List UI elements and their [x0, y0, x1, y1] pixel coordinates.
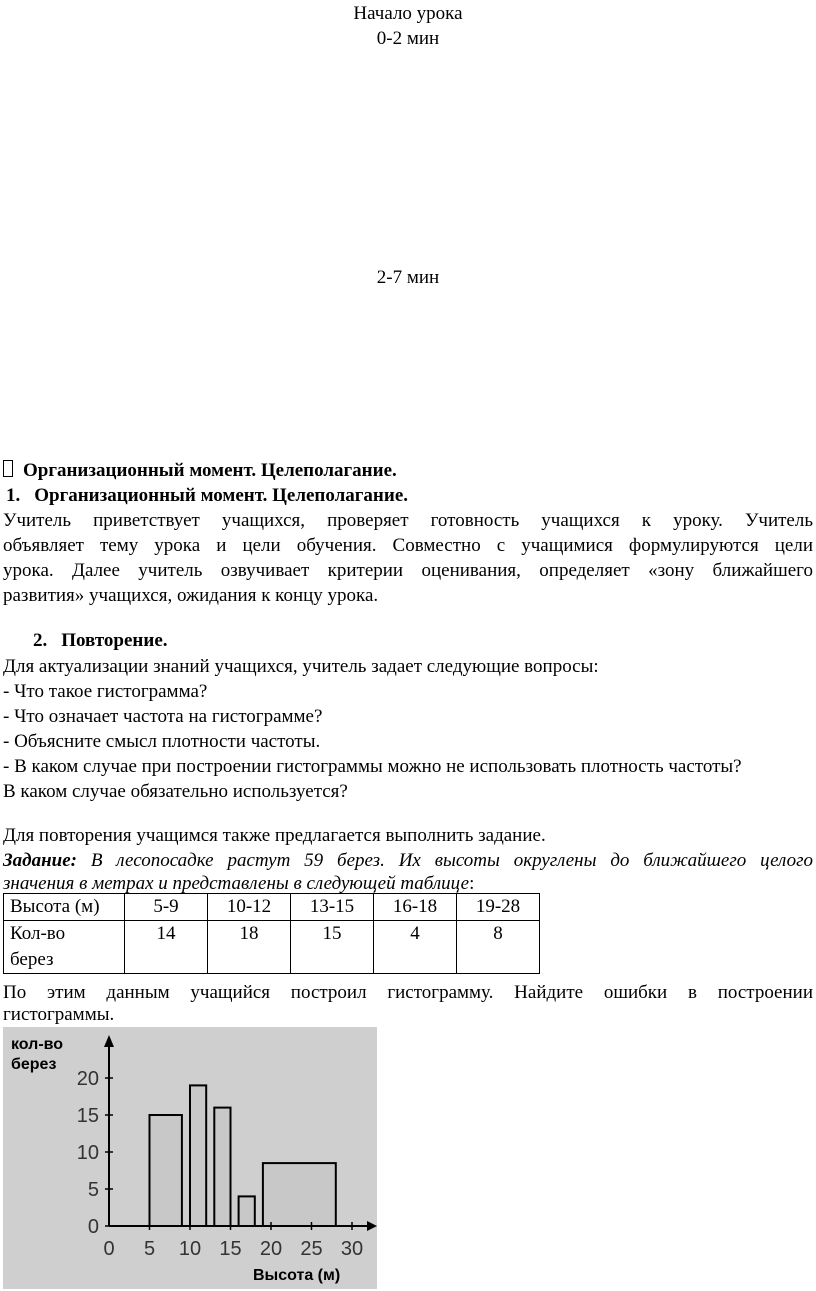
missing-glyph-icon [3, 460, 13, 477]
count-label-line-1: Кол-во [10, 923, 66, 944]
table-cell: 16-18 [374, 894, 457, 921]
y-tick-label: 0 [87, 1216, 99, 1238]
table-header-cell [4, 921, 125, 974]
section1-line-4: развития» учащихся, ожидания к концу урока. [3, 585, 379, 606]
x-axis-arrow-icon [367, 1221, 377, 1231]
histogram-bar-3 [214, 1108, 230, 1226]
after-table-line-2: гистограммы. [3, 1004, 115, 1025]
question-4: - В каком случае при построении гистограммы можно не использовать плотность частоты? [3, 756, 742, 777]
y-tick-label: 10 [76, 1142, 99, 1164]
after-table-line-1: По этим данным учащийся построил гистограмму. Найдите ошибки в построении [3, 982, 813, 1003]
x-tick-label: 5 [143, 1238, 156, 1260]
section2-title: Повторение. [61, 630, 168, 651]
section1-title: Организационный момент. Целеполагание. [34, 485, 408, 506]
y-axis-arrow-icon [104, 1035, 114, 1047]
histogram-bar-4 [239, 1196, 255, 1226]
task-label: Задание: [3, 850, 77, 871]
x-axis-label: Высота (м) [253, 1267, 341, 1284]
table-cell: 8 [457, 921, 540, 974]
lesson-title: Начало урока [353, 3, 463, 24]
x-tick-label: 10 [178, 1238, 202, 1260]
bullet-heading-text: Организационный момент. Целеполагание. [23, 460, 397, 481]
section2-heading [33, 630, 168, 652]
question-3: - Объясните смысл плотности частоты. [3, 731, 321, 752]
task-text-2: значения в метрах и представлены в следующей таблице [3, 873, 470, 894]
table-cell: 18 [208, 921, 291, 974]
time-label-1: 0-2 мин [376, 28, 440, 49]
y-axis-label-line-2: берез [11, 1056, 57, 1073]
time-label-2: 2-7 мин [376, 267, 440, 288]
table-cell: 14 [125, 921, 208, 974]
histogram-chart [3, 1027, 377, 1289]
x-tick-label: 25 [300, 1238, 323, 1260]
x-tick-label: 0 [103, 1238, 115, 1260]
y-tick-label: 15 [76, 1105, 99, 1127]
table-cell: 19-28 [457, 894, 540, 921]
count-label-line-2: берез [10, 949, 54, 970]
question-5: В каком случае обязательно используется? [3, 781, 348, 802]
task-colon: : [469, 873, 475, 894]
task-line-2 [3, 873, 474, 895]
x-tick-label: 15 [219, 1238, 242, 1260]
table-header-cell: Высота (м) [4, 894, 125, 921]
histogram-figure [3, 1027, 377, 1289]
task-line-1 [3, 850, 813, 872]
task-intro: Для повторения учащимся также предлагается выполнить задание. [3, 825, 546, 846]
section2-number: 2. [33, 630, 48, 651]
table-cell: 15 [291, 921, 374, 974]
section1-line-3: урока. Далее учитель озвучивает критерии оценивания, определяет «зону ближайшего [3, 560, 813, 581]
section2-intro: Для актуализации знаний учащихся, учитель задает следующие вопросы: [3, 656, 599, 677]
table-row [4, 921, 540, 974]
bullet-heading [3, 460, 397, 482]
table-cell: 13-15 [291, 894, 374, 921]
x-tick-label: 30 [340, 1238, 364, 1260]
histogram-bar-5 [263, 1163, 336, 1226]
x-tick-label: 20 [259, 1238, 283, 1260]
y-tick-label: 5 [87, 1179, 99, 1201]
task-text-1: В лесопосадке растут 59 берез. Их высоты округлены до ближайшего целого [90, 850, 813, 871]
histogram-bar-2 [190, 1085, 206, 1226]
question-2: - Что означает частота на гистограмме? [3, 706, 323, 727]
section1-line-2: объявляет тему урока и цели обучения. Совместно с учащимися формулируются цели [3, 535, 813, 556]
histogram-bar-1 [150, 1115, 182, 1226]
y-axis-label-line-1: кол-во [11, 1036, 64, 1053]
question-1: - Что такое гистограмма? [3, 681, 208, 702]
section1-heading [6, 485, 408, 507]
section1-number: 1. [6, 485, 21, 506]
y-tick-label: 20 [76, 1068, 99, 1090]
heights-table [3, 893, 540, 974]
table-row [4, 894, 540, 921]
section1-line-1: Учитель приветствует учащихся, проверяет готовность учащихся к уроку. Учитель [3, 510, 813, 531]
table-cell: 10-12 [208, 894, 291, 921]
table-cell: 5-9 [125, 894, 208, 921]
table-cell: 4 [374, 921, 457, 974]
